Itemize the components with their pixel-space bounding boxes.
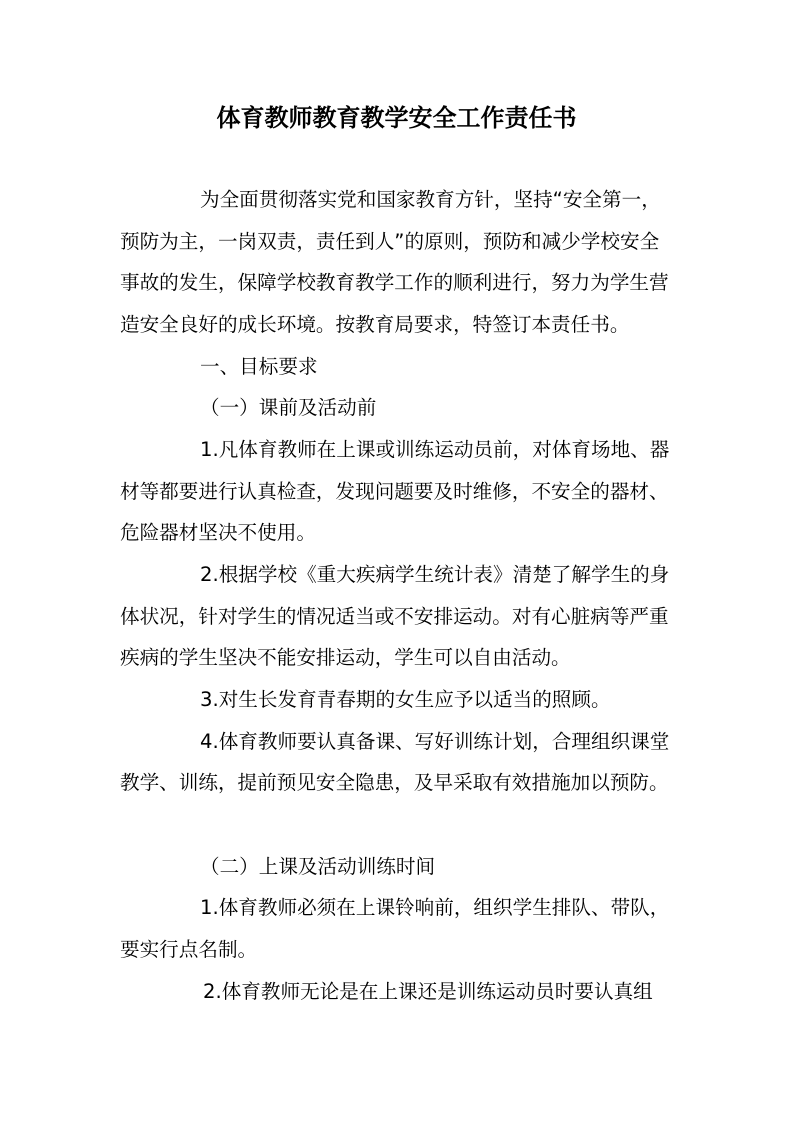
intro-paragraph: [120, 179, 680, 346]
document-title: 体育教师教育教学安全工作责任书: [216, 104, 577, 132]
list-item: [120, 887, 680, 970]
intro-line: 为全面贯彻落实党和国家教育方针，坚持“安全第一，: [200, 188, 661, 211]
item-line: 4.体育教师要认真备课、写好训练计划，合理组织课堂: [200, 729, 670, 753]
intro-line: 事故的发生，保障学校教育教学工作的顺利进行，努力为学生营: [120, 271, 669, 295]
document-body: [120, 179, 680, 1012]
item-line: 教学、训练，提前预见安全隐患，及早采取有效措施加以预防。: [120, 771, 669, 795]
list-item: [120, 429, 680, 554]
blank-line: [120, 804, 680, 846]
item-line: 疾病的学生坚决不能安排运动，学生可以自由活动。: [120, 646, 571, 670]
list-item: [120, 971, 680, 1013]
item-line: 1.凡体育教师在上课或训练运动员前，对体育场地、器: [200, 438, 670, 462]
item-line: 危险器材坚决不使用。: [120, 521, 316, 545]
item-line: 2.体育教师无论是在上课还是训练运动员时要认真组: [203, 979, 653, 1003]
item-line: 1.体育教师必须在上课铃响前，组织学生排队、带队，: [200, 896, 670, 920]
list-item: [120, 679, 680, 721]
subsection-heading: （一）课前及活动前: [200, 396, 377, 420]
item-line: 2.根据学校《重大疾病学生统计表》清楚了解学生的身: [200, 563, 670, 587]
list-item: [120, 721, 680, 804]
item-line: 3.对生长发育青春期的女生应予以适当的照顾。: [200, 688, 611, 712]
list-item: [120, 554, 680, 679]
subsection-heading: （二）上课及活动训练时间: [200, 854, 436, 878]
item-line: 要实行点名制。: [120, 938, 258, 962]
item-line: 材等都要进行认真检查，发现问题要及时维修，不安全的器材、: [120, 479, 669, 503]
section-heading: 一、目标要求: [200, 354, 318, 378]
intro-line: 造安全良好的成长环境。按教育局要求，特签订本责任书。: [120, 313, 630, 337]
item-line: 体状况，针对学生的情况适当或不安排运动。对有心脏病等严重: [120, 604, 669, 628]
intro-line: 预防为主，一岗双责，责任到人”的原则，预防和减少学校安全: [120, 229, 660, 253]
